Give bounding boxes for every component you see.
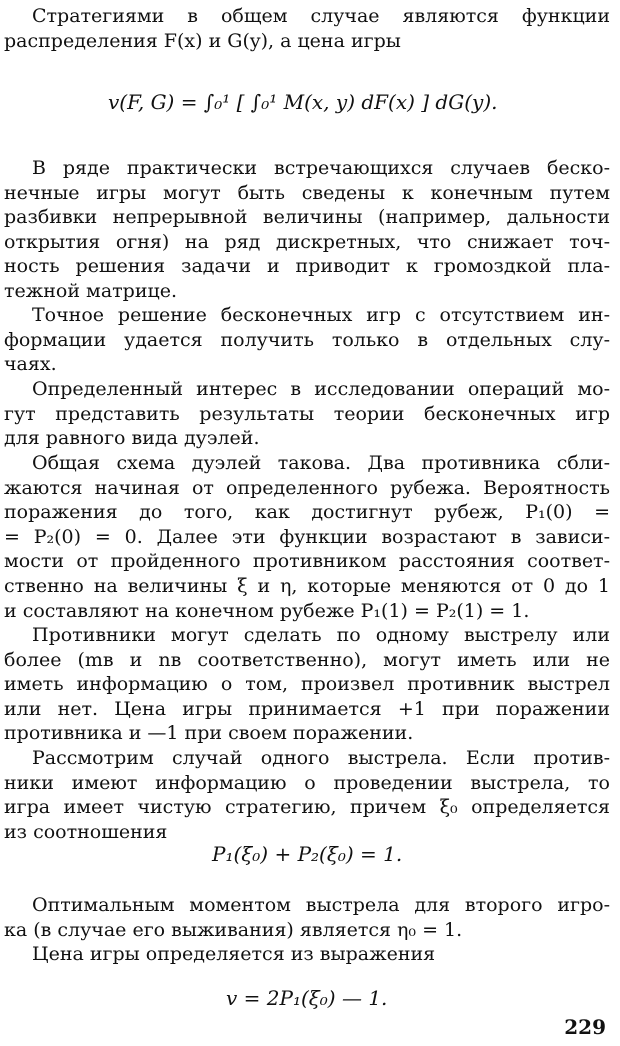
text-line: более (mв и nв соответственно), могут иметь или не [4, 648, 610, 671]
text-line: противника и —1 при своем поражении. [4, 722, 414, 745]
text-line: поражения до того, как достигнут рубеж, P₁(0) = [4, 501, 610, 524]
text-line: игра имеет чистую стратегию, причем ξ₀ определяется [4, 796, 610, 819]
equilibrium-formula: P₁(ξ₀) + P₂(ξ₀) = 1. [212, 842, 403, 866]
text-line: и составляют на конечном рубеже P₁(1) = P₂(1) = 1. [4, 599, 530, 622]
text-line: ка (в случае его выживания) является η₀ = 1. [4, 918, 463, 941]
text-line: гут представить результаты теории бесконечных игр [4, 402, 610, 425]
text-line: чаях. [4, 353, 57, 376]
game-value-formula: v(F, G) = ∫₀¹ [ ∫₀¹ M(x, y) dF(x) ] dG(y). [108, 90, 498, 114]
text-line: нечные игры могут быть сведены к конечным путем [4, 181, 610, 204]
text-line: для равного вида дуэлей. [4, 427, 260, 450]
paragraph-exact-solution [4, 303, 610, 377]
text-line: Противники могут сделать по одному выстрелу или [32, 624, 610, 646]
paragraph-optimal-moment [4, 893, 610, 942]
text-line: открытия огня) на ряд дискретных, что снижает точ- [4, 230, 610, 253]
text-line: = P₂(0) = 0. Далее эти функции возрастают в зависи- [4, 525, 610, 548]
text-line: разбивки непрерывной величины (например, дальности [4, 206, 610, 229]
text-line: из соотношения [4, 820, 168, 843]
paragraph-shots-information [4, 623, 610, 746]
text-line: иметь информацию о том, произвел противник выстрел [4, 673, 610, 696]
text-line: В ряде практически встречающихся случаев беско- [32, 157, 610, 179]
text-line: ность решения задачи и приводит к громоздкой пла- [4, 255, 610, 278]
text-line: жаются начиная от определенного рубежа. Вероятность [4, 476, 610, 499]
text-line: Стратегиями в общем случае являются функции [32, 5, 610, 27]
text-line: ники имеют информацию о проведении выстрела, то [4, 771, 610, 794]
text-line: Точное решение бесконечных игр с отсутствием ин- [32, 304, 610, 326]
paragraph-duel-scheme [4, 451, 610, 623]
text-line: Оптимальным моментом выстрела для второго игро- [32, 894, 610, 916]
paragraph-game-value [4, 942, 610, 967]
text-line: формации удается получить только в отдельных слу- [4, 328, 610, 351]
text-line: или нет. Цена игры принимается +1 при поражении [4, 697, 610, 720]
text-line: Цена игры определяется из выражения [32, 943, 436, 965]
paragraph-duels-interest [4, 377, 610, 451]
paragraph-discretization [4, 156, 610, 304]
text-line: ственно на величины ξ и η, которые меняются от 0 до 1 [4, 574, 610, 597]
game-value-expression: v = 2P₁(ξ₀) — 1. [226, 986, 388, 1010]
paragraph-strategies [4, 4, 610, 53]
text-line: Определенный интерес в исследовании операций мо- [32, 378, 610, 400]
paragraph-single-shot [4, 746, 610, 844]
page-number: 229 [564, 1015, 606, 1039]
text-line: мости от пройденного противником расстояния соответ- [4, 550, 610, 573]
text-line: тежной матрице. [4, 279, 177, 302]
text-line: Рассмотрим случай одного выстрела. Если против- [32, 747, 610, 769]
text-line: Общая схема дуэлей такова. Два противника сбли- [32, 452, 610, 474]
text-line: распределения F(x) и G(y), а цена игры [4, 29, 401, 52]
